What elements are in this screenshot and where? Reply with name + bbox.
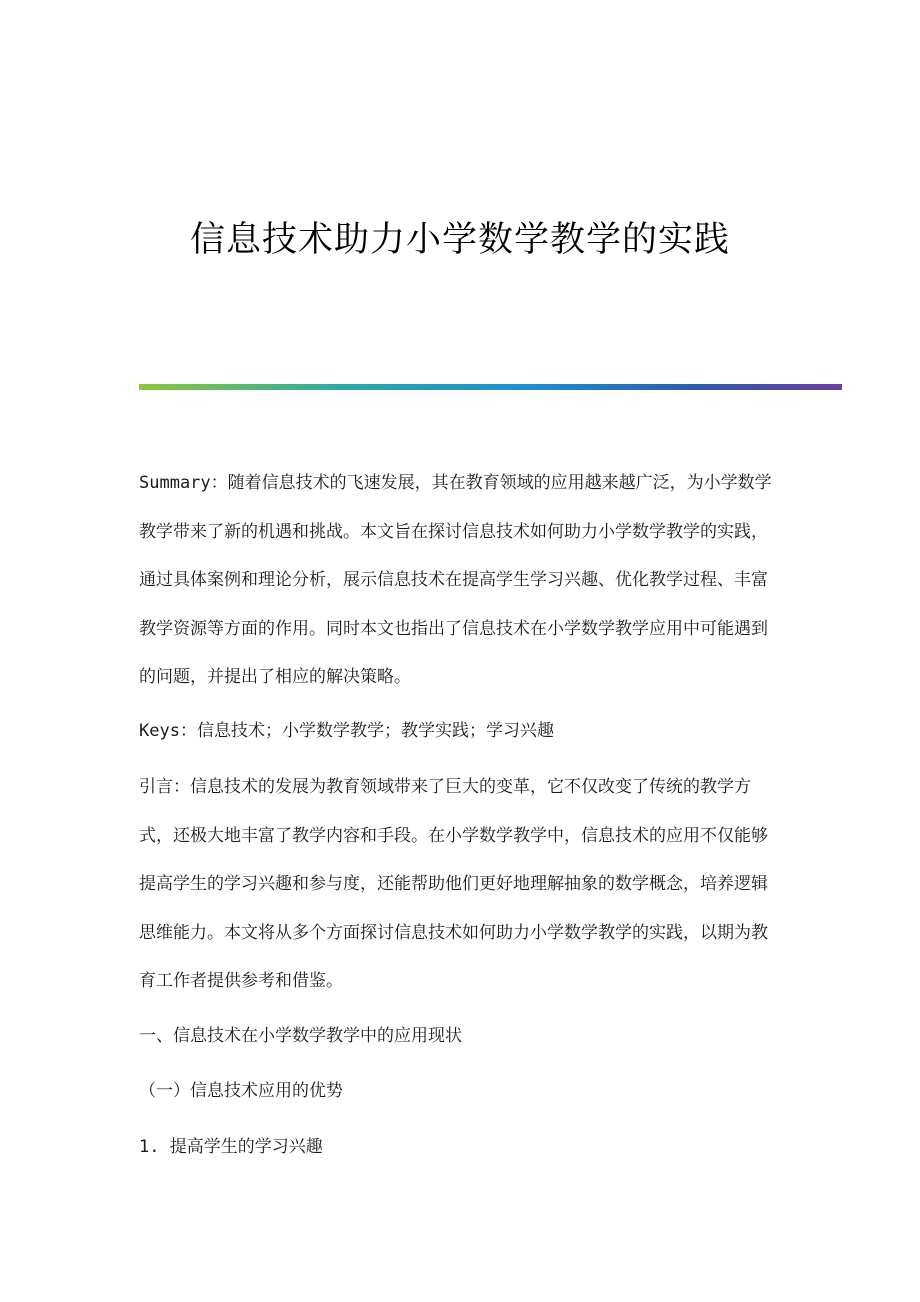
summary-paragraph: Summary：随着信息技术的飞速发展，其在教育领域的应用越来越广泛，为小学数学教学带来了新的机遇和挑战。本文旨在探讨信息技术如何助力小学数学教学的实践，通过具体案例和理论分析，展示信息技术在提高学生学习兴趣、优化教学过程、丰富教学资源等方面的作用。同时本文也指出了信息技术在小学数学教学应用中可能遇到的问题，并提出了相应的解决策略。 (139, 473, 772, 687)
subsection-heading: （一）信息技术应用的优势 (139, 1081, 343, 1101)
subsubsection-heading: 1. 提高学生的学习兴趣 (139, 1137, 323, 1157)
introduction-paragraph: 引言：信息技术的发展为教育领域带来了巨大的变革，它不仅改变了传统的教学方式，还极大地丰富了教学内容和手段。在小学数学教学中，信息技术的应用不仅能够提高学生的学习兴趣和参与度，还能帮助他们更好地理解抽象的数学概念，培养逻辑思维能力。本文将从多个方面探讨信息技术如何助力小学数学教学的实践，以期为教育工作者提供参考和借鉴。 (139, 777, 768, 991)
document-title: 信息技术助力小学数学教学的实践 (189, 220, 730, 260)
gradient-divider (139, 384, 842, 390)
section-heading: 一、信息技术在小学数学教学中的应用现状 (139, 1026, 462, 1046)
keywords-line: Keys：信息技术；小学数学教学；教学实践；学习兴趣 (139, 721, 554, 741)
